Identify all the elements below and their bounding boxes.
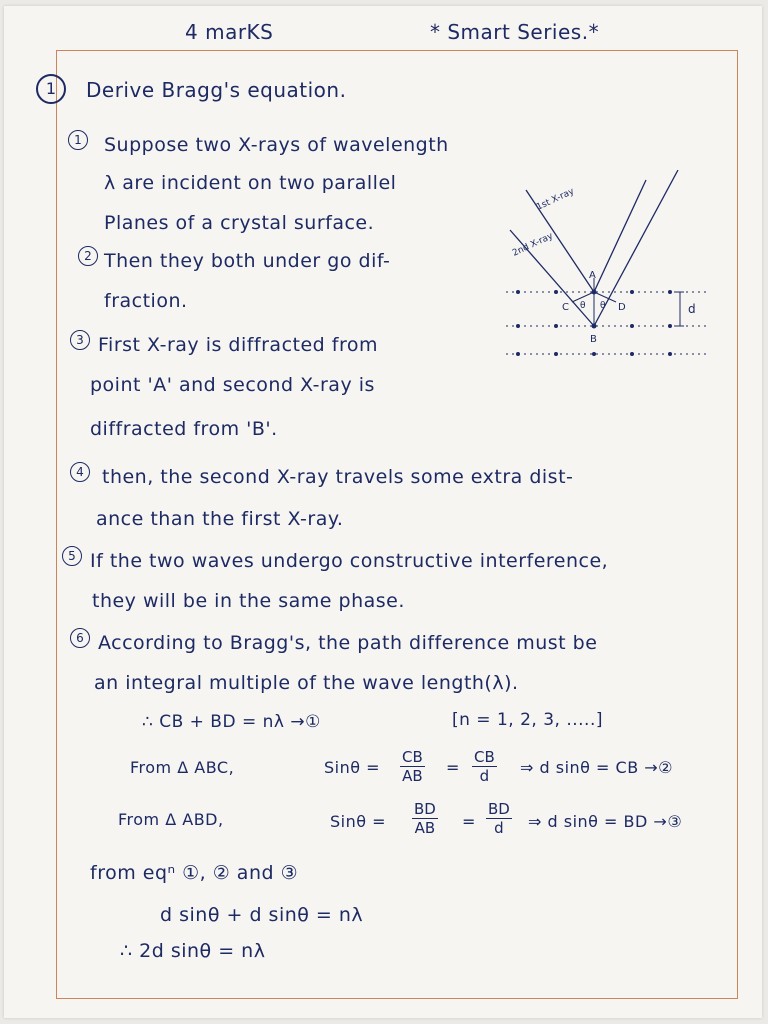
final-equation: ∴ 2d sinθ = nλ xyxy=(120,940,266,962)
step-4-line-2: ance than the first X-ray. xyxy=(96,508,344,530)
atom xyxy=(592,352,596,356)
abd-numerator-1: BD xyxy=(414,800,436,818)
point-b-label: B xyxy=(590,334,597,345)
abd-sin-label: Sinθ = xyxy=(330,812,387,831)
step-4-number: 4 xyxy=(70,462,90,482)
question-number: 1 xyxy=(36,74,66,104)
atom xyxy=(554,352,558,356)
from-equations: from eqⁿ ①, ② and ③ xyxy=(90,862,299,884)
equation-1: ∴ CB + BD = nλ →① xyxy=(142,712,321,732)
abc-numerator-2: CB xyxy=(474,748,495,766)
triangle-abd-label: From Δ ABD, xyxy=(118,810,224,829)
theta-left-label: θ xyxy=(580,301,586,311)
step-5-line-1: If the two waves undergo constructive interference, xyxy=(90,550,609,572)
abc-sin-label: Sinθ = xyxy=(324,758,381,777)
abd-equals: = xyxy=(462,812,476,831)
theta-right-label: θ xyxy=(600,301,606,311)
abd-result: ⇒ d sinθ = BD →③ xyxy=(528,812,683,831)
atom xyxy=(554,324,558,328)
atom xyxy=(668,352,672,356)
atom xyxy=(516,324,520,328)
ray-2-label: 2nd X-ray xyxy=(511,231,555,259)
abd-denominator-2: d xyxy=(494,819,504,837)
bragg-diagram xyxy=(496,170,716,370)
point-d-label: D xyxy=(618,302,626,313)
question-title: Derive Bragg's equation. xyxy=(86,78,347,102)
abc-denominator-2: d xyxy=(479,767,490,785)
spacing-d-label: d xyxy=(688,302,696,316)
step-3-number: 3 xyxy=(70,330,90,350)
atom xyxy=(630,290,634,294)
step-2-number: 2 xyxy=(78,246,98,266)
step-2-line-2: fraction. xyxy=(104,290,188,312)
atom xyxy=(668,290,672,294)
step-2-line-1: Then they both under go dif- xyxy=(104,250,391,272)
atom xyxy=(668,324,672,328)
point-a-label: A xyxy=(589,270,596,281)
equation-1-note: [n = 1, 2, 3, .....] xyxy=(452,710,603,730)
step-3-line-1: First X-ray is diffracted from xyxy=(98,334,378,356)
abc-result: ⇒ d sinθ = CB →② xyxy=(520,758,674,777)
step-4-line-1: then, the second X-ray travels some extra dist- xyxy=(102,466,574,488)
reflected-ray-1 xyxy=(594,180,646,292)
abc-equals: = xyxy=(446,758,460,777)
abc-fraction-2 xyxy=(472,748,497,785)
triangle-abc-label: From Δ ABC, xyxy=(130,758,235,777)
step-5-number: 5 xyxy=(62,546,82,566)
abd-denominator-1: AB xyxy=(414,819,436,837)
point-c-label: C xyxy=(562,302,569,313)
step-1-line-1: Suppose two X-rays of wavelength xyxy=(104,134,449,156)
step-6-line-1: According to Bragg's, the path difference must be xyxy=(98,632,598,654)
atom xyxy=(554,290,558,294)
step-1-number: 1 xyxy=(68,130,88,150)
step-3-line-3: diffracted from 'B'. xyxy=(90,418,278,440)
marks-label: 4 marKS xyxy=(185,20,274,44)
abc-numerator-1: CB xyxy=(402,748,423,766)
abd-fraction-2 xyxy=(486,800,512,837)
step-5-line-2: they will be in the same phase. xyxy=(92,590,405,612)
atom xyxy=(630,324,634,328)
series-label: * Smart Series.* xyxy=(430,20,600,44)
atom xyxy=(630,352,634,356)
step-1-line-3: Planes of a crystal surface. xyxy=(104,212,375,234)
abc-denominator-1: AB xyxy=(402,767,423,785)
step-6-number: 6 xyxy=(70,628,90,648)
ray-1-label: 1st X-ray xyxy=(535,186,576,213)
step-3-line-2: point 'A' and second X-ray is xyxy=(90,374,375,396)
abd-fraction-1 xyxy=(412,800,438,837)
abd-numerator-2: BD xyxy=(488,800,510,818)
atom xyxy=(516,290,520,294)
step-1-line-2: λ are incident on two parallel xyxy=(104,172,397,194)
sum-equation: d sinθ + d sinθ = nλ xyxy=(160,904,364,926)
abc-fraction-1 xyxy=(400,748,425,785)
atom xyxy=(516,352,520,356)
reflected-ray-2 xyxy=(594,170,678,326)
step-6-line-2: an integral multiple of the wave length(λ). xyxy=(94,672,519,694)
